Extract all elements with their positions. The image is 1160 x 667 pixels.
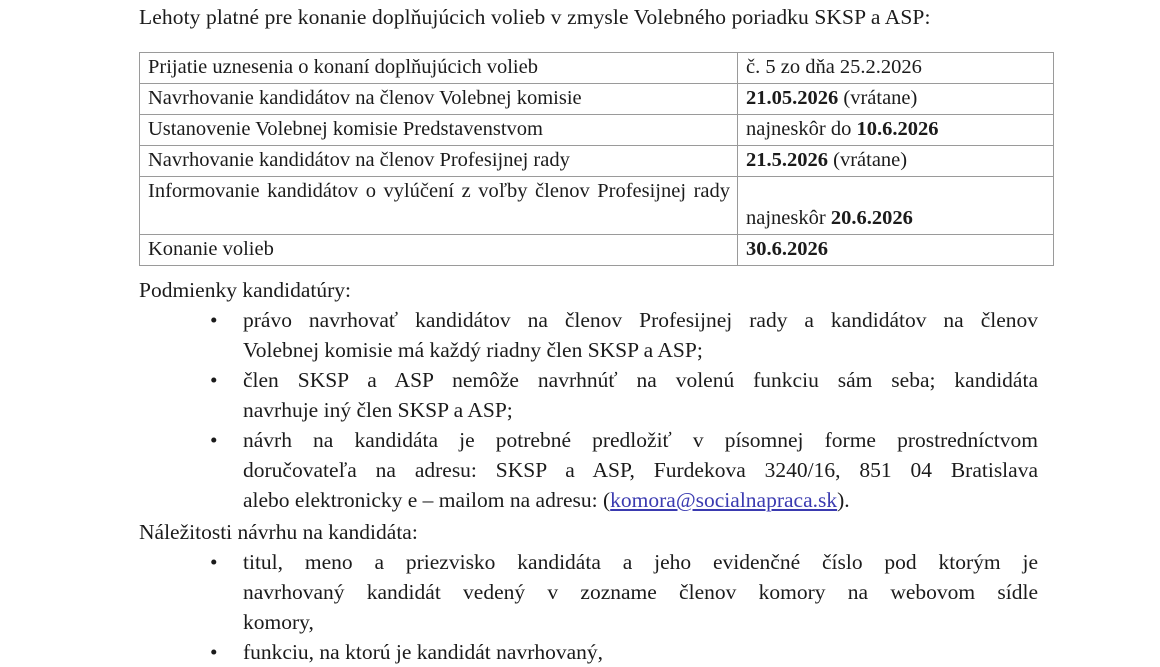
list-item-text: [243, 365, 1038, 425]
text-line: funkciu, na ktorú je kandidát navrhovaný,: [243, 640, 604, 664]
row-value-bold: 30.6.2026: [746, 238, 828, 260]
row-value-tail: (vrátane): [838, 87, 918, 109]
text-line: titul, meno a priezvisko kandidáta a jeho evidenčné číslo pod ktorým je: [243, 550, 1038, 574]
row-value-plain: najneskôr do: [746, 118, 857, 140]
text-line: navrhovaný kandidát vedený v zozname členov komory na webovom sídle: [243, 580, 1038, 604]
table-cell-value: [738, 177, 1054, 235]
row-value-bold: 20.6.2026: [830, 207, 913, 229]
table-row: [140, 53, 1054, 84]
bullet-icon: •: [210, 550, 218, 574]
list-item: [0, 365, 1160, 425]
email-line-prefix: alebo elektronicky e – mailom na adresu: (: [243, 488, 611, 512]
email-line-suffix: ).: [837, 488, 850, 512]
list-item-text: [243, 305, 1038, 365]
bullet-icon: •: [210, 308, 218, 332]
table-cell-label: [140, 235, 738, 266]
text-line: návrh na kandidáta je potrebné predložiť v písomnej forme prostredníctvom: [243, 428, 1038, 452]
bullet-icon: •: [210, 428, 218, 452]
table-cell-label: [140, 84, 738, 115]
list-item: [0, 637, 1160, 667]
text-line: komory,: [243, 610, 314, 634]
row-value-bold: 21.5.2026: [746, 149, 828, 171]
table-cell-label: [140, 53, 738, 84]
bullet-icon: •: [210, 368, 218, 392]
row-label-text: Konanie volieb: [148, 238, 274, 260]
row-value-bold: 21.05.2026: [746, 87, 839, 109]
requirements-bullet-list: [0, 547, 1160, 667]
table-row: [140, 84, 1054, 115]
table-cell-label: [140, 146, 738, 177]
row-value-bold: 10.6.2026: [856, 118, 939, 140]
table-row: [140, 177, 1054, 235]
text-line: člen SKSP a ASP nemôže navrhnúť na volenú funkciu sám seba; kandidáta: [243, 368, 1038, 392]
text-line-with-link: [243, 485, 1038, 515]
conditions-bullet-list: [0, 305, 1160, 515]
row-label-text: Prijatie uznesenia o konaní doplňujúcich volieb: [148, 56, 538, 78]
table-cell-label: [140, 115, 738, 146]
table-cell-label: [140, 177, 738, 235]
deadlines-table: [139, 52, 1054, 266]
list-item: [0, 305, 1160, 365]
table-cell-value: [738, 84, 1054, 115]
table-row: [140, 115, 1054, 146]
table-row: [140, 235, 1054, 266]
text-line: právo navrhovať kandidátov na členov Profesijnej rady a kandidátov na členov: [243, 308, 1038, 332]
list-item-text: [243, 637, 1038, 667]
row-label-text: Ustanovenie Volebnej komisie Predstavenstvom: [148, 118, 543, 140]
row-value-plain: č. 5 zo dňa 25.2.2026: [746, 56, 922, 78]
list-item-text: [243, 547, 1038, 637]
text-line: doručovateľa na adresu: SKSP a ASP, Furdekova 3240/16, 851 04 Bratislava: [243, 458, 1038, 482]
row-label-text: Navrhovanie kandidátov na členov Volebnej komisie: [148, 87, 582, 109]
intro-paragraph: Lehoty platné pre konanie doplňujúcich volieb v zmysle Volebného poriadku SKSP a ASP:: [139, 5, 931, 29]
row-value-tail: (vrátane): [828, 149, 908, 171]
text-line: navrhuje iný člen SKSP a ASP;: [243, 398, 513, 422]
section-heading-conditions: Podmienky kandidatúry:: [139, 278, 351, 302]
email-link[interactable]: komora@socialnapraca.sk: [610, 488, 838, 512]
list-item-text: [243, 425, 1038, 515]
table-cell-value: [738, 235, 1054, 266]
table-row: [140, 146, 1054, 177]
section-heading-requirements: Náležitosti návrhu na kandidáta:: [139, 520, 418, 544]
row-label-line2: Profesijnej rady: [597, 180, 730, 202]
table-cell-value: [738, 146, 1054, 177]
text-line: Volebnej komisie má každý riadny člen SKSP a ASP;: [243, 338, 703, 362]
table-cell-value: [738, 115, 1054, 146]
row-label-text: Navrhovanie kandidátov na členov Profesijnej rady: [148, 149, 570, 171]
list-item: [0, 425, 1160, 515]
table-cell-value: [738, 53, 1054, 84]
row-label-line1: Informovanie kandidátov o vylúčení z voľby členov: [148, 180, 590, 202]
bullet-icon: •: [210, 640, 218, 664]
row-value-plain: najneskôr: [746, 207, 831, 229]
value-spacer: [746, 178, 1046, 205]
list-item: [0, 547, 1160, 637]
